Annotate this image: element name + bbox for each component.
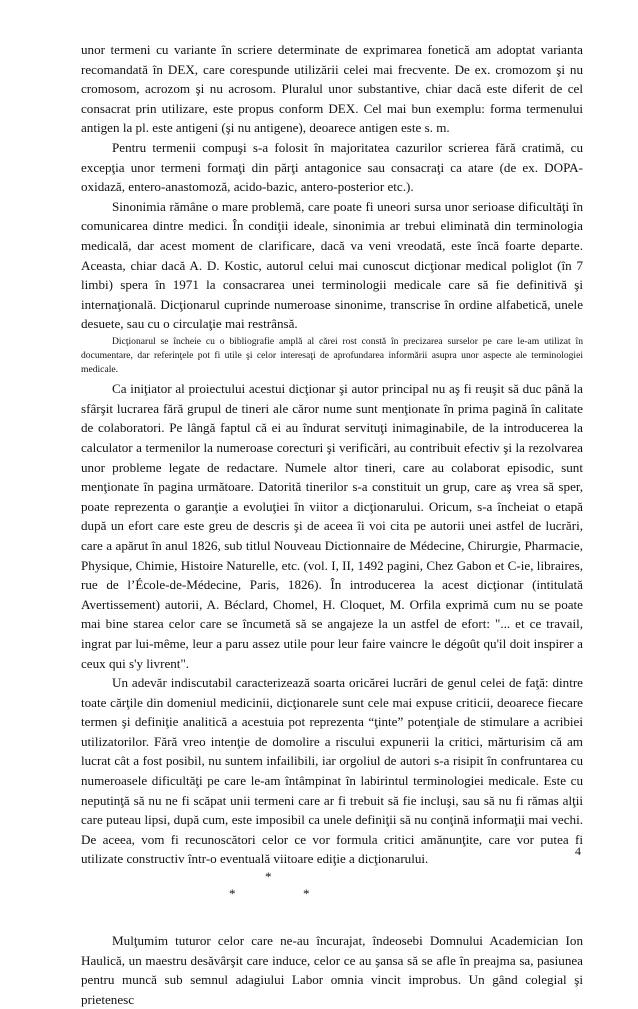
paragraph-1-text: unor termeni cu variante în scriere determinate de exprimarea fonetică am adoptat varianta recomandată în DEX, care corespunde utilizării celei mai frecvente. De ex. cromozom şi nu cromosom, acrozom şi nu acrosom. Pluralul unor substantive, chiar dacă este diferit de cel consacrat prin utilizare, este propus conform DEX. Cel mai bun exemplu: forma termenului antigen la pl. este antigeni (şi nu antigene), deoarece antigen este s. m. (81, 42, 583, 136)
separator-star-left: * (229, 886, 236, 902)
paragraph-thanks (81, 931, 583, 1009)
paragraph-6-text: Mulţumim tuturor celor care ne-au încurajat, îndeosebi Domnului Academician Ion Haulică, un maestru desăvârşit care induce, celor ce au şansa să se afle în preajma sa, pasiunea pentru muncă sub semnul adagiului Labor omnia vincit improbus. Un gând colegial şi prietenesc (81, 933, 583, 1007)
paragraph-2-text: Pentru termenii compuşi s-a folosit în majoritatea cazurilor scrierea fără cratimă, cu excepţia unor termeni formaţi din părţi antagonice sau consacraţi ca atare (de ex. DOPA-oxidază, entero-anastomoză, acido-bazic, antero-posterior etc.). (81, 139, 583, 195)
separator-star-right: * (303, 886, 310, 902)
paragraph-4-text: Ca iniţiator al proiectului acestui dicţionar şi autor principal nu aş fi reuşit să duc până la sfârşit lucrarea fără grupul de tineri ale căror nume sunt menţionate în prima pagină în calitate de colaboratori. Pe lângă faptul că ei au îndurat servituţi inimaginabile, de la introducerea la calculator a termenilor la numeroase corecturi şi verificări, au contribuit efectiv şi la rezolvarea unor probleme legate de redactare. Numele altor tineri, care au colaborat episodic, sunt menţionate în pagina următoare. Datorită tinerilor s-a constituit un grup, care aş vrea să sper, poate reprezenta o garanţie a evoluţiei în viitor a dicţionarului. Oricum, s-a încheiat o etapă după un efort care este greu de descris şi de aceea îi voi cita pe autorii unei astfel de lucrări, care a apărut în anul 1826, sub titlul Nouveau Dictionnaire de Médecine, Chirurgie, Pharmacie, Physique, Chimie, Histoire Naturelle, etc. (vol. I, II, 1492 pagini, Chez Gabon et C-ie, libraires, rue de l’École-de-Médecine, Paris, 1826). În introducerea la acest dicţionar (intitulată Avertissement) autorii, A. Béclard, Chomel, H. Cloquet, M. Orfila exprimă cum nu se poate mai bine starea celor care se încumetă să se angajeze la un astfel de efort: "... et ce travail, ingrat par lui-même, leur a paru assez utile pour leur faire vaincre le dégoût qu'il doit inspirer a ceux qui s'y livrent". (81, 381, 583, 671)
paragraph-acknowledgement-team (81, 379, 583, 673)
note-text: Dicţionarul se încheie cu o bibliografie amplă al cărei rost constă în precizarea surselor pe care le-am utilizat în documentare, dar referinţele pot fi utile şi celor interesaţi de aprofundarea informării asupra unor aspecte ale terminologiei medicale. (81, 335, 583, 376)
paragraph-compound-terms (81, 138, 583, 197)
paragraph-synonymy (81, 197, 583, 334)
paragraph-3-text: Sinonimia rămâne o mare problemă, care poate fi uneori sursa unor serioase dificultăţi în comunicarea dintre medici. În condiţii ideale, sinonimia ar trebui eliminată din terminologia medicală, dar acest moment de clarificare, dacă va veni vreodată, este încă foarte departe. Aceasta, chiar dacă A. D. Kostic, autorul celui mai cunoscut dicţionar medical poliglot (în 7 limbi) spera în 1971 la consacrarea unei terminologii medicale care să fie definitivă şi internaţională. Dicţionarul cuprinde numeroase sinonime, transcrise în ordine alfabetică, unele desuete, sau cu o circulaţie mai restrânsă. (81, 198, 583, 332)
page-number: 4 (575, 844, 581, 858)
paragraph-pronunciation (81, 40, 583, 138)
paragraph-5-text: Un adevăr indiscutabil caracterizează soarta oricărei lucrări de genul celei de faţă: dintre toate cărţile din domeniul medicinii, dicţionarele sunt cele mai expuse criticii, deoarece fiecare termen şi definiţie analitică a acestuia pot reprezenta “ţinte” potenţiale de stimulare a acribiei utilizatorilor. Fără vreo intenţie de domolire a riscului expunerii la critici, mărturisim că am lucrat cât a fost posibil, nu suntem infailibili, iar orgoliul de autori s-a risipit în confruntarea cu numeroasele dificultăţi pe care le-am întâmpinat în labirintul terminologiei medicale. Este cu neputinţă să nu ne fi scăpat unii termeni care ar fi trebuit să fie incluşi, sau să nu fi rămas alţii care puteau lipsi, după cum, este imposibil ca unele definiţii să nu conţină informaţii mai vechi. De aceea, vom fi recunoscători celor ce vor formula critici amănunţite, care vor putea fi utilizate constructiv într-o eventuală viitoare ediţie a dicţionarului. (81, 675, 583, 867)
spacer (81, 903, 583, 931)
bibliography-note (81, 335, 583, 377)
paragraph-criticism (81, 673, 583, 869)
separator-star-top: * (265, 869, 272, 885)
section-separator (81, 869, 583, 903)
